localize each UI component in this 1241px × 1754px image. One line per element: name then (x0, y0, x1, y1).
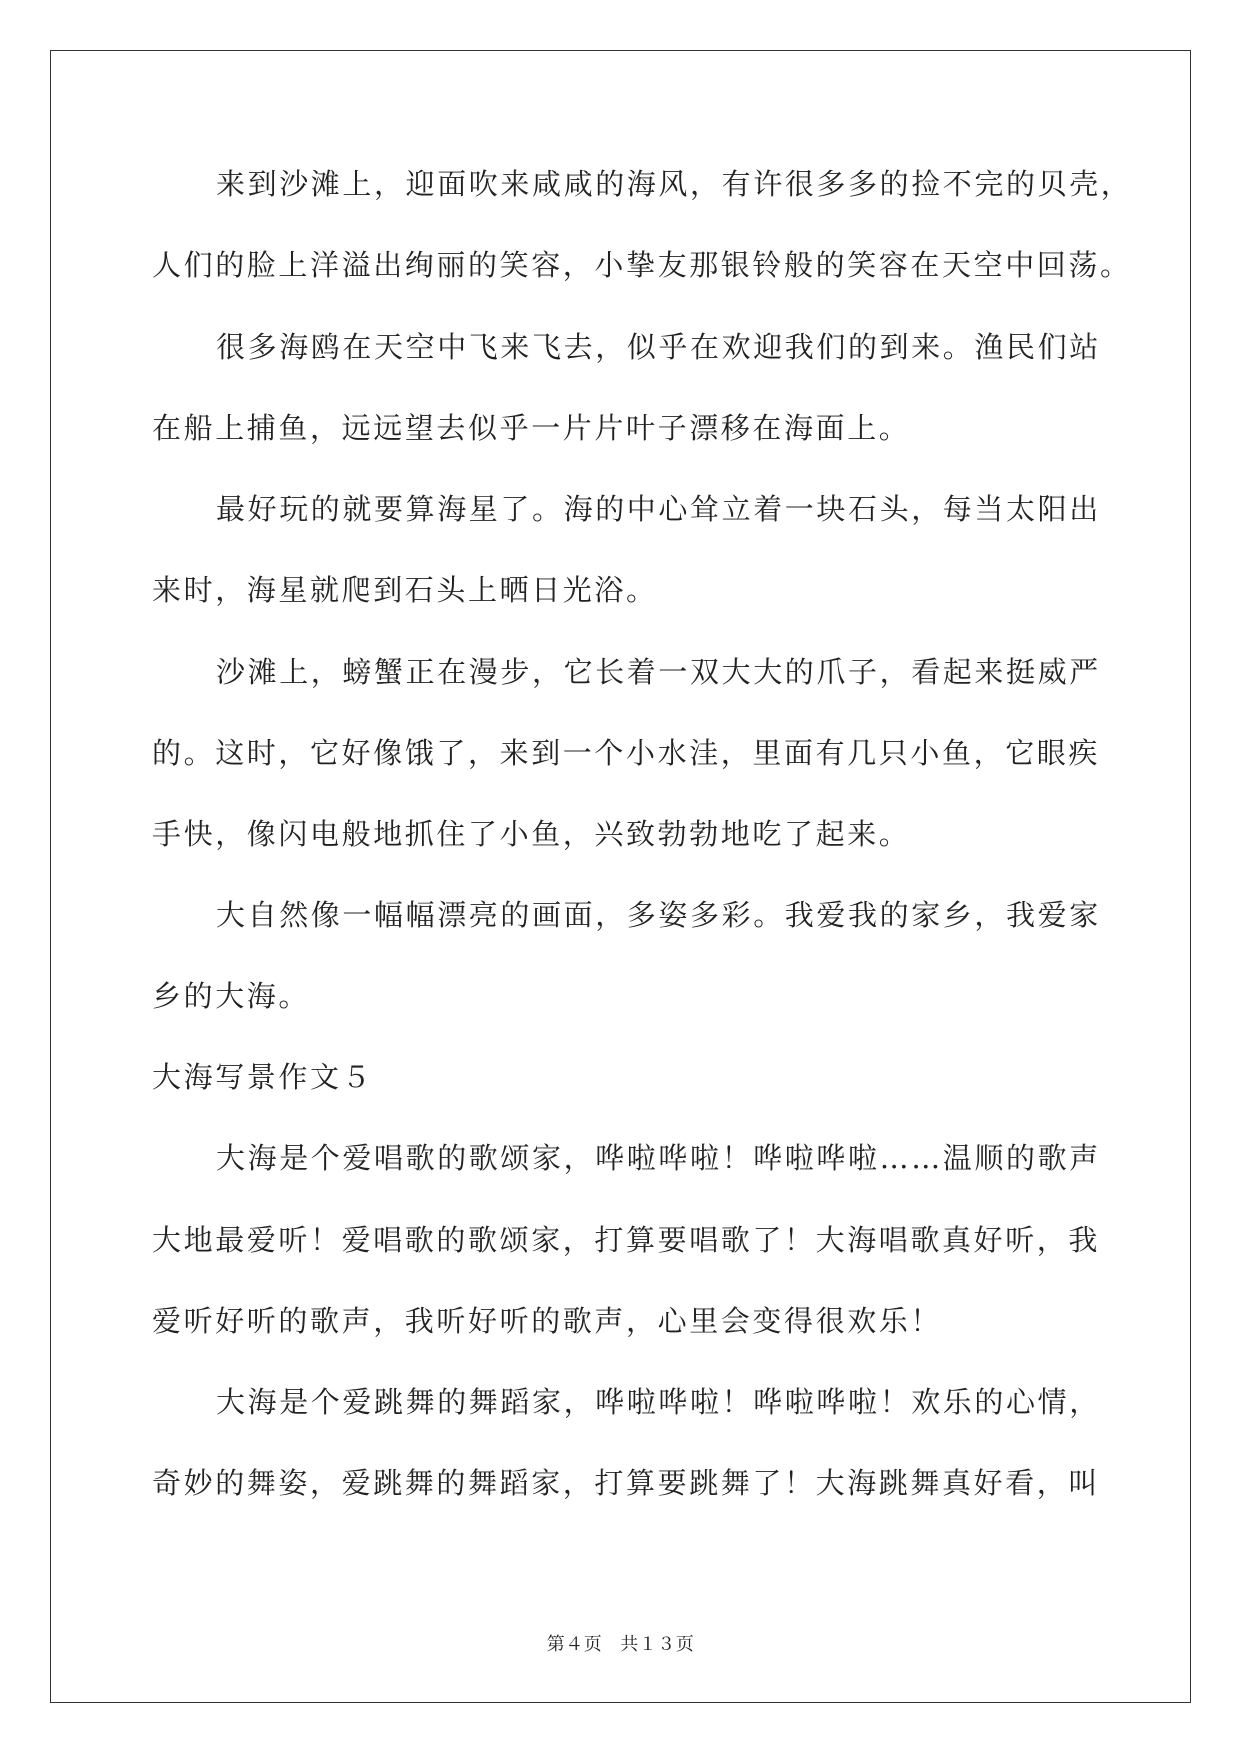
paragraph-line: 的。这时，它好像饿了，来到一个小水洼，里面有几只小鱼，它眼疾 (152, 736, 1101, 770)
section-heading: 大海写景作文５ (152, 1060, 374, 1094)
paragraph-line: 来到沙滩上，迎面吹来咸咸的海风，有许很多多的捡不完的贝壳， (216, 167, 1133, 201)
paragraph-line: 爱听好听的歌声，我听好听的歌声，心里会变得很欢乐！ (152, 1304, 943, 1338)
paragraph-line: 奇妙的舞姿，爱跳舞的舞蹈家，打算要跳舞了！大海跳舞真好看，叫 (152, 1466, 1101, 1500)
page-border (50, 50, 1191, 1703)
page-number: 第４页 (546, 1634, 603, 1655)
paragraph-line: 最好玩的就要算海星了。海的中心耸立着一块石头，每当太阳出 (216, 492, 1101, 526)
paragraph-line: 手快，像闪电般地抓住了小鱼，兴致勃勃地吃了起来。 (152, 817, 911, 851)
page-footer (0, 1630, 1241, 1656)
paragraph-line: 人们的脸上洋溢出绚丽的笑容，小挚友那银铃般的笑容在天空中回荡。 (152, 248, 1132, 282)
paragraph-line: 大海是个爱唱歌的歌颂家，哗啦哗啦！哗啦哗啦……温顺的歌声 (216, 1141, 1101, 1175)
paragraph-line: 大地最爱听！爱唱歌的歌颂家，打算要唱歌了！大海唱歌真好听，我 (152, 1223, 1101, 1257)
paragraph-line: 来时，海星就爬到石头上晒日光浴。 (152, 573, 658, 607)
page-total: 共１３页 (620, 1634, 695, 1655)
paragraph-line: 乡的大海。 (152, 979, 311, 1013)
paragraph-line: 大海是个爱跳舞的舞蹈家，哗啦哗啦！哗啦哗啦！欢乐的心情， (216, 1385, 1101, 1419)
paragraph-line: 在船上捕鱼，远远望去似乎一片片叶子漂移在海面上。 (152, 411, 911, 445)
paragraph-line: 大自然像一幅幅漂亮的画面，多姿多彩。我爱我的家乡，我爱家 (216, 898, 1101, 932)
paragraph-line: 很多海鸥在天空中飞来飞去，似乎在欢迎我们的到来。渔民们站 (216, 330, 1101, 364)
paragraph-line: 沙滩上，螃蟹正在漫步，它长着一双大大的爪子，看起来挺威严 (216, 655, 1101, 689)
